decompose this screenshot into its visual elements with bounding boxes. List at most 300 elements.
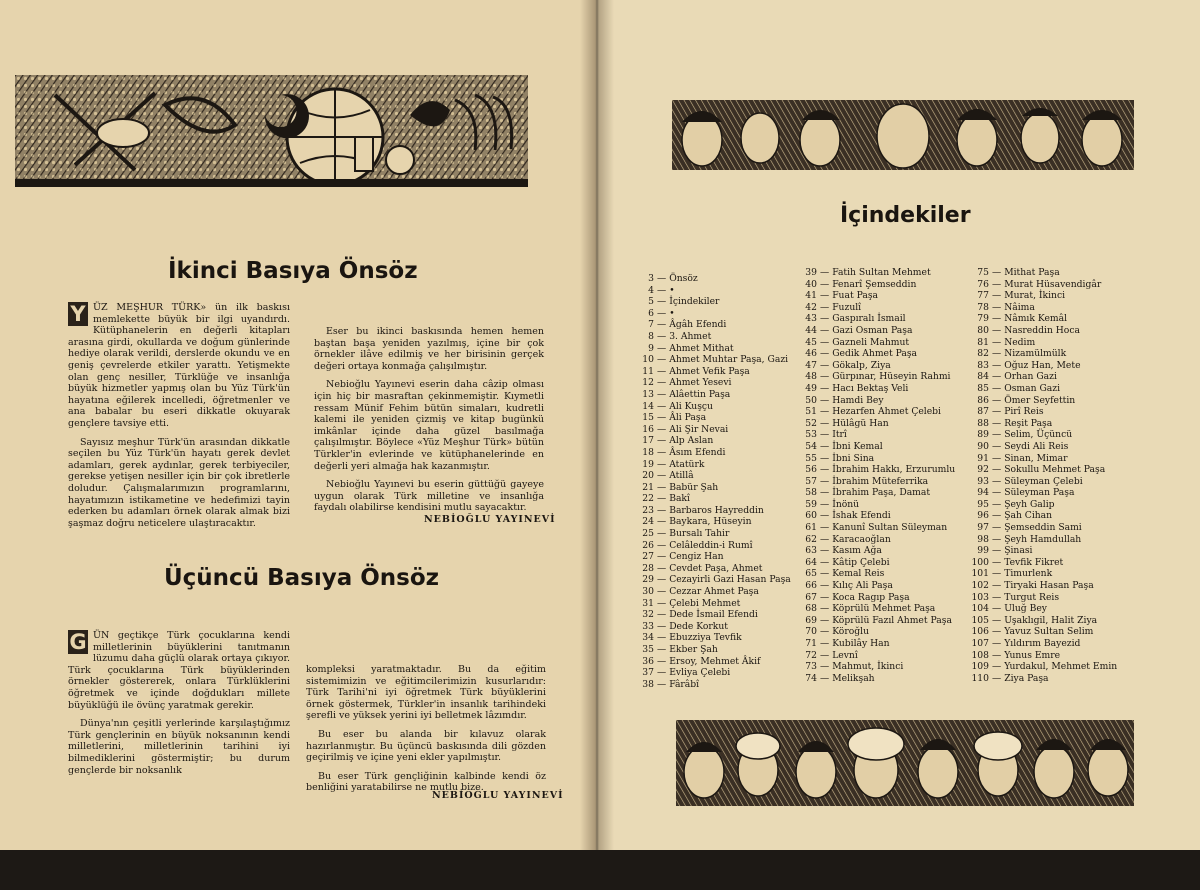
toc-entry — [632, 389, 791, 401]
toc-entry-page-number: 100 — [971, 556, 989, 568]
paragraph: Bu eser Türk gençliğinin kalbinde kendi öz benliğini yaratabilirse ne mutlu bize. — [306, 770, 546, 794]
toc-entry-dash: — — [657, 319, 667, 331]
toc-entry — [967, 464, 1117, 476]
toc-entry-dash: — — [992, 290, 1002, 302]
toc-entry-title: Sokullu Mehmet Paşa — [1004, 464, 1106, 476]
toc-entry-page-number: 103 — [971, 591, 989, 603]
toc-entry-title: Yunus Emre — [1004, 649, 1061, 661]
toc-entry-page-number: 3 — [648, 273, 654, 284]
toc-entry-page-number: 75 — [977, 267, 989, 278]
toc-entry-dash: — — [820, 533, 830, 545]
toc-entry-title: Şemseddin Sami — [1004, 522, 1082, 534]
right-page — [596, 0, 1200, 890]
toc-entry-dash: — — [992, 475, 1002, 487]
toc-entry-title: Timurlenk — [1004, 568, 1053, 580]
toc-entry-page-number: 89 — [977, 429, 989, 441]
toc-entry — [632, 516, 791, 528]
toc-entry-title: • — [669, 307, 675, 319]
toc-entry-dash: — — [820, 603, 830, 615]
toc-entry-dash: — — [820, 661, 830, 673]
toc-entry-title: Oğuz Han, Mete — [1004, 359, 1081, 371]
toc-entry-page-number: 49 — [805, 382, 817, 394]
toc-entry-dash: — — [820, 371, 830, 383]
toc-entry — [967, 638, 1117, 650]
toc-entry — [967, 406, 1117, 418]
toc-entry-title: Kemal Reis — [832, 568, 885, 580]
toc-entry-page-number: 35 — [642, 644, 654, 655]
toc-entry — [795, 453, 955, 465]
toc-entry-page-number: 8 — [648, 330, 654, 342]
toc-entry-page-number: 98 — [977, 533, 989, 545]
toc-entry-dash: — — [657, 586, 667, 598]
toc-entry — [795, 313, 955, 325]
toc-entry — [795, 279, 955, 291]
toc-entry-title: Turgut Reis — [1004, 591, 1060, 603]
toc-entry-page-number: 90 — [977, 440, 989, 452]
toc-entry-page-number: 21 — [642, 481, 654, 493]
toc-column-3 — [967, 267, 1117, 684]
toc-entry-title: Mahmut, İkinci — [832, 661, 904, 673]
toc-entry-title: Ahmet Vefik Paşa — [669, 365, 750, 377]
portraits-banner-bottom — [676, 720, 1134, 806]
dropcap-letter: Y — [68, 302, 88, 326]
toc-entry-page-number: 31 — [642, 597, 654, 609]
toc-entry-page-number: 55 — [805, 452, 817, 464]
toc-entry-dash: — — [820, 649, 830, 661]
toc-entry — [967, 429, 1117, 441]
toc-entry — [967, 499, 1117, 511]
toc-entry-page-number: 105 — [971, 614, 989, 626]
toc-entry-page-number: 14 — [642, 400, 654, 412]
toc-entry-dash: — — [992, 626, 1002, 638]
toc-entry — [795, 487, 955, 499]
toc-entry-page-number: 25 — [642, 528, 654, 540]
toc-entry-title: İbrahim Hakkı, Erzurumlu — [832, 464, 956, 476]
toc-entry-title: Köprülü Mehmet Paşa — [832, 603, 936, 615]
toc-entry-page-number: 60 — [805, 510, 817, 522]
toc-entry-page-number: 72 — [805, 649, 817, 661]
toc-entry-dash: — — [657, 296, 667, 308]
toc-entry-dash: — — [820, 278, 830, 290]
toc-entry — [967, 360, 1117, 372]
toc-entry-title: Önsöz — [669, 273, 698, 284]
toc-entry — [632, 447, 791, 459]
toc-entry — [967, 615, 1117, 627]
toc-entry-title: Alâettin Paşa — [669, 388, 731, 400]
toc-entry-page-number: 18 — [642, 446, 654, 458]
toc-entry-title: Pirî Reis — [1004, 406, 1044, 418]
toc-entry-dash: — — [820, 475, 830, 487]
toc-entry — [967, 661, 1117, 673]
toc-entry — [795, 395, 955, 407]
second-preface-column-2 — [314, 326, 544, 521]
toc-entry-page-number: 52 — [805, 417, 817, 429]
toc-entry-dash: — — [820, 417, 830, 429]
toc-entry — [967, 395, 1117, 407]
toc-entry — [795, 673, 955, 685]
toc-entry — [967, 383, 1117, 395]
toc-entry-title: Şinasi — [1004, 545, 1033, 557]
toc-entry-dash: — — [992, 406, 1002, 418]
toc-entry-dash: — — [820, 394, 830, 406]
science-arts-banner — [15, 75, 528, 187]
toc-entry-page-number: 9 — [648, 342, 654, 354]
paragraph: ÜZ MEŞHUR TÜRK» ün ilk baskısı memlekette büyük bir ilgi uyandırdı. Kütüphanelerin en değerli kitapları arasına girdi, okullarda ve doğum günlerinde hediye olarak verildi, derslerde okundu ve en geniş çevrelerde etkiler yarattı. Yetişmekte olan genç nesiller, Türklüğe ve insanlığa büyük hizmetler yapmış olan bu Yüz Türk'ün hayatına eğilerek incelledi, öğretmenler ve ana babalar bu eseri dikkatle okuyarak gençlere tavsiye etti. — [68, 302, 290, 429]
toc-entry-dash: — — [820, 464, 830, 476]
toc-entry-page-number: 84 — [977, 371, 989, 383]
toc-entry-title: İbrahim Paşa, Damat — [832, 487, 931, 499]
toc-entry-page-number: 7 — [648, 319, 654, 331]
toc-entry-page-number: 5 — [648, 296, 654, 308]
toc-entry — [795, 592, 955, 604]
toc-entry — [632, 528, 791, 540]
toc-entry-page-number: 68 — [805, 603, 817, 615]
toc-entry-page-number: 11 — [642, 365, 654, 377]
toc-entry-page-number: 26 — [642, 539, 654, 551]
toc-entry-dash: — — [992, 301, 1002, 313]
toc-entry — [795, 325, 955, 337]
toc-entry-dash: — — [657, 435, 667, 447]
paragraph: Dünya'nın çeşitli yerlerinde karşılaştığımız Türk gençlerinin en büyük noksanının kendi milletlerini, milletlerinin tarihini iyi bilmediklerini göstermiştir; bu durum gençlerde bir noksanlık — [68, 718, 290, 776]
toc-entry-title: Cezzar Ahmet Paşa — [669, 586, 759, 598]
toc-entry-title: Alp Aslan — [669, 435, 714, 447]
toc-entry-page-number: 78 — [977, 301, 989, 313]
toc-entry-dash: — — [820, 487, 830, 499]
toc-entry — [632, 598, 791, 610]
toc-entry-dash: — — [657, 330, 667, 342]
toc-entry-title: Yıldırım Bayezid — [1004, 638, 1081, 649]
toc-entry-dash: — — [820, 545, 830, 557]
toc-entry-page-number: 88 — [977, 417, 989, 429]
toc-entry — [795, 476, 955, 488]
toc-entry — [632, 563, 791, 575]
toc-entry-dash: — — [657, 365, 667, 377]
toc-entry-page-number: 51 — [805, 406, 817, 418]
toc-entry — [795, 499, 955, 511]
toc-entry-title: Osman Gazi — [1004, 382, 1061, 394]
toc-entry-page-number: 80 — [977, 324, 989, 336]
table-of-contents-heading: İçindekiler — [840, 203, 971, 228]
toc-entry-page-number: 110 — [971, 672, 989, 684]
toc-entry — [795, 661, 955, 673]
toc-entry — [632, 493, 791, 505]
toc-entry-dash: — — [992, 533, 1002, 545]
toc-entry-title: Bakî — [669, 493, 690, 505]
toc-entry-dash: — — [820, 406, 830, 418]
toc-entry-dash: — — [992, 336, 1002, 348]
toc-entry-page-number: 63 — [805, 545, 817, 557]
toc-entry-page-number: 45 — [805, 336, 817, 348]
toc-entry — [632, 459, 791, 471]
toc-entry — [795, 267, 955, 279]
dropcap-letter: G — [69, 630, 87, 654]
paragraph: kompleksi yaratmaktadır. Bu da eğitim sistemimizin ve eğitimcilerimizin kusurlarıdır: Türk Tarihi'ni iyi öğretmek Türk büyüklerini örnek göstermek, Türkler'in insanlık tarihindeki şerefli ve yüksek yerini iyi belletmek lâzımdır. — [306, 664, 546, 722]
toc-entry — [795, 383, 955, 395]
toc-entry — [632, 586, 791, 598]
toc-entry — [632, 285, 791, 297]
toc-entry-title: Cevdet Paşa, Ahmet — [669, 562, 763, 574]
toc-entry-dash: — — [820, 382, 830, 394]
toc-entry-dash: — — [992, 649, 1002, 661]
toc-entry-title: Çelebi Mehmet — [669, 597, 741, 609]
toc-entry-dash: — — [820, 359, 830, 371]
toc-entry-title: Gökalp, Ziya — [832, 359, 891, 371]
toc-entry-title: Baykara, Hüseyin — [669, 516, 752, 528]
toc-entry — [795, 302, 955, 314]
toc-entry — [632, 656, 791, 668]
toc-entry-dash: — — [820, 348, 830, 360]
toc-entry-title: Sinan, Mimar — [1004, 452, 1068, 464]
toc-entry-dash: — — [657, 504, 667, 516]
toc-entry-title: Uşaklıgil, Halit Ziya — [1004, 614, 1098, 626]
toc-entry — [795, 348, 955, 360]
toc-entry-dash: — — [992, 267, 1002, 278]
toc-entry-dash: — — [657, 528, 667, 540]
toc-entry-title: Cengiz Han — [669, 551, 724, 563]
toc-entry-dash: — — [657, 597, 667, 609]
toc-entry-title: Melikşah — [832, 672, 875, 684]
toc-entry — [632, 319, 791, 331]
toc-entry — [967, 441, 1117, 453]
toc-entry-title: Nâmık Kemâl — [1004, 313, 1068, 325]
toc-entry — [795, 580, 955, 592]
toc-entry-dash: — — [820, 522, 830, 534]
toc-entry-dash: — — [820, 580, 830, 592]
toc-entry-title: Fuzulî — [832, 301, 862, 313]
toc-entry — [632, 273, 791, 285]
toc-entry — [967, 522, 1117, 534]
toc-entry-dash: — — [657, 551, 667, 563]
paragraph: Bu eser bu alanda bir kılavuz olarak hazırlanmıştır. Bu üçüncü baskısında dili gözden geçirilmiş ve içine yeni ekler yapılmıştır. — [306, 728, 546, 764]
toc-entry-page-number: 10 — [642, 354, 654, 366]
toc-entry — [967, 313, 1117, 325]
toc-entry-title: Nizamülmülk — [1004, 348, 1067, 360]
toc-entry-title: İçindekiler — [669, 296, 720, 308]
toc-entry — [632, 679, 791, 691]
toc-entry-dash: — — [820, 672, 830, 684]
toc-entry-dash: — — [992, 498, 1002, 510]
toc-entry-title: Karacaoğlan — [832, 533, 891, 545]
toc-entry-page-number: 44 — [805, 324, 817, 336]
toc-column-2 — [795, 267, 955, 684]
toc-column-1 — [632, 273, 791, 690]
toc-entry-title: Hamdi Bey — [832, 394, 884, 406]
toc-entry-dash: — — [992, 394, 1002, 406]
toc-entry-title: Fatih Sultan Mehmet — [832, 267, 931, 278]
toc-entry-title: Orhan Gazi — [1004, 371, 1057, 383]
toc-entry-dash: — — [820, 324, 830, 336]
toc-entry — [795, 615, 955, 627]
toc-entry-page-number: 99 — [977, 545, 989, 557]
toc-entry-dash: — — [820, 313, 830, 325]
toc-entry-dash: — — [820, 336, 830, 348]
toc-entry-page-number: 85 — [977, 382, 989, 394]
toc-entry-title: Gedik Ahmet Paşa — [832, 348, 918, 360]
toc-entry-page-number: 71 — [805, 638, 817, 649]
toc-entry — [967, 580, 1117, 592]
toc-entry-title: Kılıç Ali Paşa — [832, 580, 893, 592]
toc-entry-page-number: 58 — [805, 487, 817, 499]
toc-entry — [795, 371, 955, 383]
toc-entry-page-number: 109 — [971, 661, 989, 673]
toc-entry-title: Murat, İkinci — [1004, 290, 1066, 302]
toc-entry — [632, 435, 791, 447]
toc-entry-page-number: 15 — [642, 412, 654, 424]
toc-entry-dash: — — [657, 620, 667, 632]
toc-entry-page-number: 67 — [805, 591, 817, 603]
toc-entry — [795, 464, 955, 476]
toc-entry-title: İshak Efendi — [832, 510, 891, 522]
toc-entry-dash: — — [657, 307, 667, 319]
toc-entry — [632, 296, 791, 308]
toc-entry-page-number: 46 — [805, 348, 817, 360]
toc-entry-page-number: 65 — [805, 568, 817, 580]
toc-entry-dash: — — [992, 568, 1002, 580]
engraving-illustration — [15, 75, 528, 187]
toc-entry — [795, 603, 955, 615]
toc-entry-dash: — — [992, 440, 1002, 452]
toc-entry-title: Itrî — [832, 429, 847, 441]
toc-entry-title: Tevfik Fikret — [1004, 556, 1064, 568]
signature-publisher: NEBİOĞLU YAYINEVİ — [432, 790, 564, 801]
third-preface-column-2 — [306, 664, 546, 801]
toc-entry-page-number: 102 — [971, 580, 989, 592]
toc-entry-dash: — — [992, 614, 1002, 626]
toc-entry-title: Ziya Paşa — [1004, 672, 1049, 684]
toc-entry — [967, 545, 1117, 557]
toc-entry-title: Ahmet Yesevi — [669, 377, 732, 389]
toc-entry-page-number: 36 — [642, 655, 654, 667]
toc-entry-dash: — — [820, 614, 830, 626]
toc-entry-page-number: 70 — [805, 626, 817, 638]
toc-entry-title: Köroğlu — [832, 626, 869, 638]
toc-entry-page-number: 59 — [805, 498, 817, 510]
toc-entry-title: 3. Ahmet — [669, 330, 712, 342]
toc-entry — [632, 366, 791, 378]
toc-entry — [967, 348, 1117, 360]
toc-entry-title: Babür Şah — [669, 481, 719, 493]
toc-entry — [795, 568, 955, 580]
toc-entry — [795, 290, 955, 302]
toc-entry-page-number: 34 — [642, 632, 654, 644]
toc-entry-title: Şeyh Galip — [1004, 498, 1055, 510]
toc-entry — [967, 673, 1117, 685]
toc-entry — [632, 551, 791, 563]
toc-entry-page-number: 4 — [648, 284, 654, 296]
paragraph: ÜN geçtikçe Türk çocuklarına kendi milletlerinin büyüklerini tanıtmanın lüzumu daha güçlü olarak ortaya çıkıyor. Türk çocuklarına Türk büyüklerinden örnekler göstererek, onlara Türklüklerini öğretmek ve içinde doğdukları millete büyüklüğü ile övünç yaratmak gerekir. — [68, 630, 290, 711]
toc-entry-dash: — — [657, 539, 667, 551]
toc-entry-title: Gazneli Mahmut — [832, 336, 910, 348]
toc-entry-dash: — — [992, 510, 1002, 522]
toc-entry-page-number: 6 — [648, 307, 654, 319]
toc-entry-title: Köprülü Fazıl Ahmet Paşa — [832, 614, 952, 626]
toc-entry-title: Gazi Osman Paşa — [832, 324, 913, 336]
toc-entry-page-number: 81 — [977, 336, 989, 348]
toc-entry-page-number: 24 — [642, 516, 654, 528]
toc-entry-title: İbrahim Müteferrika — [832, 475, 929, 487]
toc-entry-title: Gaspıralı İsmail — [832, 313, 906, 325]
toc-entry-title: Kâtip Çelebi — [832, 556, 890, 568]
toc-entry-title: Ali Şir Nevai — [669, 423, 729, 435]
toc-entry — [795, 429, 955, 441]
toc-entry-page-number: 43 — [805, 313, 817, 325]
toc-entry-page-number: 74 — [805, 672, 817, 684]
toc-entry — [967, 487, 1117, 499]
toc-entry-page-number: 92 — [977, 464, 989, 476]
toc-entry-dash: — — [820, 556, 830, 568]
toc-entry-page-number: 22 — [642, 493, 654, 505]
toc-entry-title: Levnî — [832, 649, 858, 661]
toc-entry-page-number: 38 — [642, 678, 654, 690]
toc-entry — [967, 337, 1117, 349]
toc-entry — [795, 360, 955, 372]
toc-entry — [632, 574, 791, 586]
toc-entry-page-number: 108 — [971, 649, 989, 661]
portraits-banner-top — [672, 100, 1134, 170]
toc-entry-dash: — — [992, 417, 1002, 429]
toc-entry-dash: — — [992, 672, 1002, 684]
toc-entry-title: Hezarfen Ahmet Çelebi — [832, 406, 941, 418]
toc-entry-title: Şeyh Hamdullah — [1004, 533, 1082, 545]
toc-entry-page-number: 12 — [642, 377, 654, 389]
toc-entry — [795, 406, 955, 418]
toc-entry-dash: — — [992, 324, 1002, 336]
toc-entry-dash: — — [657, 284, 667, 296]
toc-entry-page-number: 32 — [642, 609, 654, 621]
toc-entry-page-number: 101 — [971, 568, 989, 580]
portraits-engraving-top — [672, 100, 1134, 170]
book-spine-shadow — [580, 0, 614, 890]
toc-entry-page-number: 97 — [977, 522, 989, 534]
toc-entry-title: Fuat Paşa — [832, 290, 879, 302]
toc-entry-dash: — — [657, 458, 667, 470]
toc-entry-page-number: 62 — [805, 533, 817, 545]
toc-entry-title: İbni Sina — [832, 452, 875, 464]
toc-entry-dash: — — [992, 464, 1002, 476]
toc-entry-dash: — — [657, 644, 667, 655]
toc-entry-page-number: 56 — [805, 464, 817, 476]
toc-entry-dash: — — [657, 481, 667, 493]
toc-entry — [967, 534, 1117, 546]
toc-entry-dash: — — [992, 278, 1002, 290]
toc-entry-dash: — — [657, 470, 667, 482]
toc-entry — [632, 377, 791, 389]
toc-entry-page-number: 107 — [971, 638, 989, 649]
toc-entry — [632, 401, 791, 413]
toc-entry-title: Ömer Seyfettin — [1004, 394, 1076, 406]
toc-entry — [967, 557, 1117, 569]
toc-entry-title: Atatürk — [669, 458, 705, 470]
toc-entry — [795, 545, 955, 557]
toc-entry-page-number: 47 — [805, 359, 817, 371]
toc-entry-title: Ersoy, Mehmet Âkif — [669, 655, 761, 667]
toc-entry-title: Evliya Çelebi — [669, 667, 731, 679]
toc-entry-title: Koca Ragıp Paşa — [832, 591, 910, 603]
toc-entry-page-number: 86 — [977, 394, 989, 406]
toc-entry-page-number: 42 — [805, 301, 817, 313]
toc-entry — [967, 371, 1117, 383]
toc-entry-title: Cezayirli Gazi Hasan Paşa — [669, 574, 791, 586]
toc-entry — [967, 626, 1117, 638]
toc-entry-dash: — — [992, 452, 1002, 464]
toc-entry-title: Kasım Ağa — [832, 545, 882, 557]
toc-entry-title: Ahmet Muhtar Paşa, Gazi — [669, 354, 789, 366]
toc-entry-dash: — — [657, 423, 667, 435]
toc-entry-page-number: 23 — [642, 504, 654, 516]
toc-entry-dash: — — [820, 429, 830, 441]
toc-entry-dash: — — [657, 493, 667, 505]
toc-entry-title: Kubilây Han — [832, 638, 890, 649]
